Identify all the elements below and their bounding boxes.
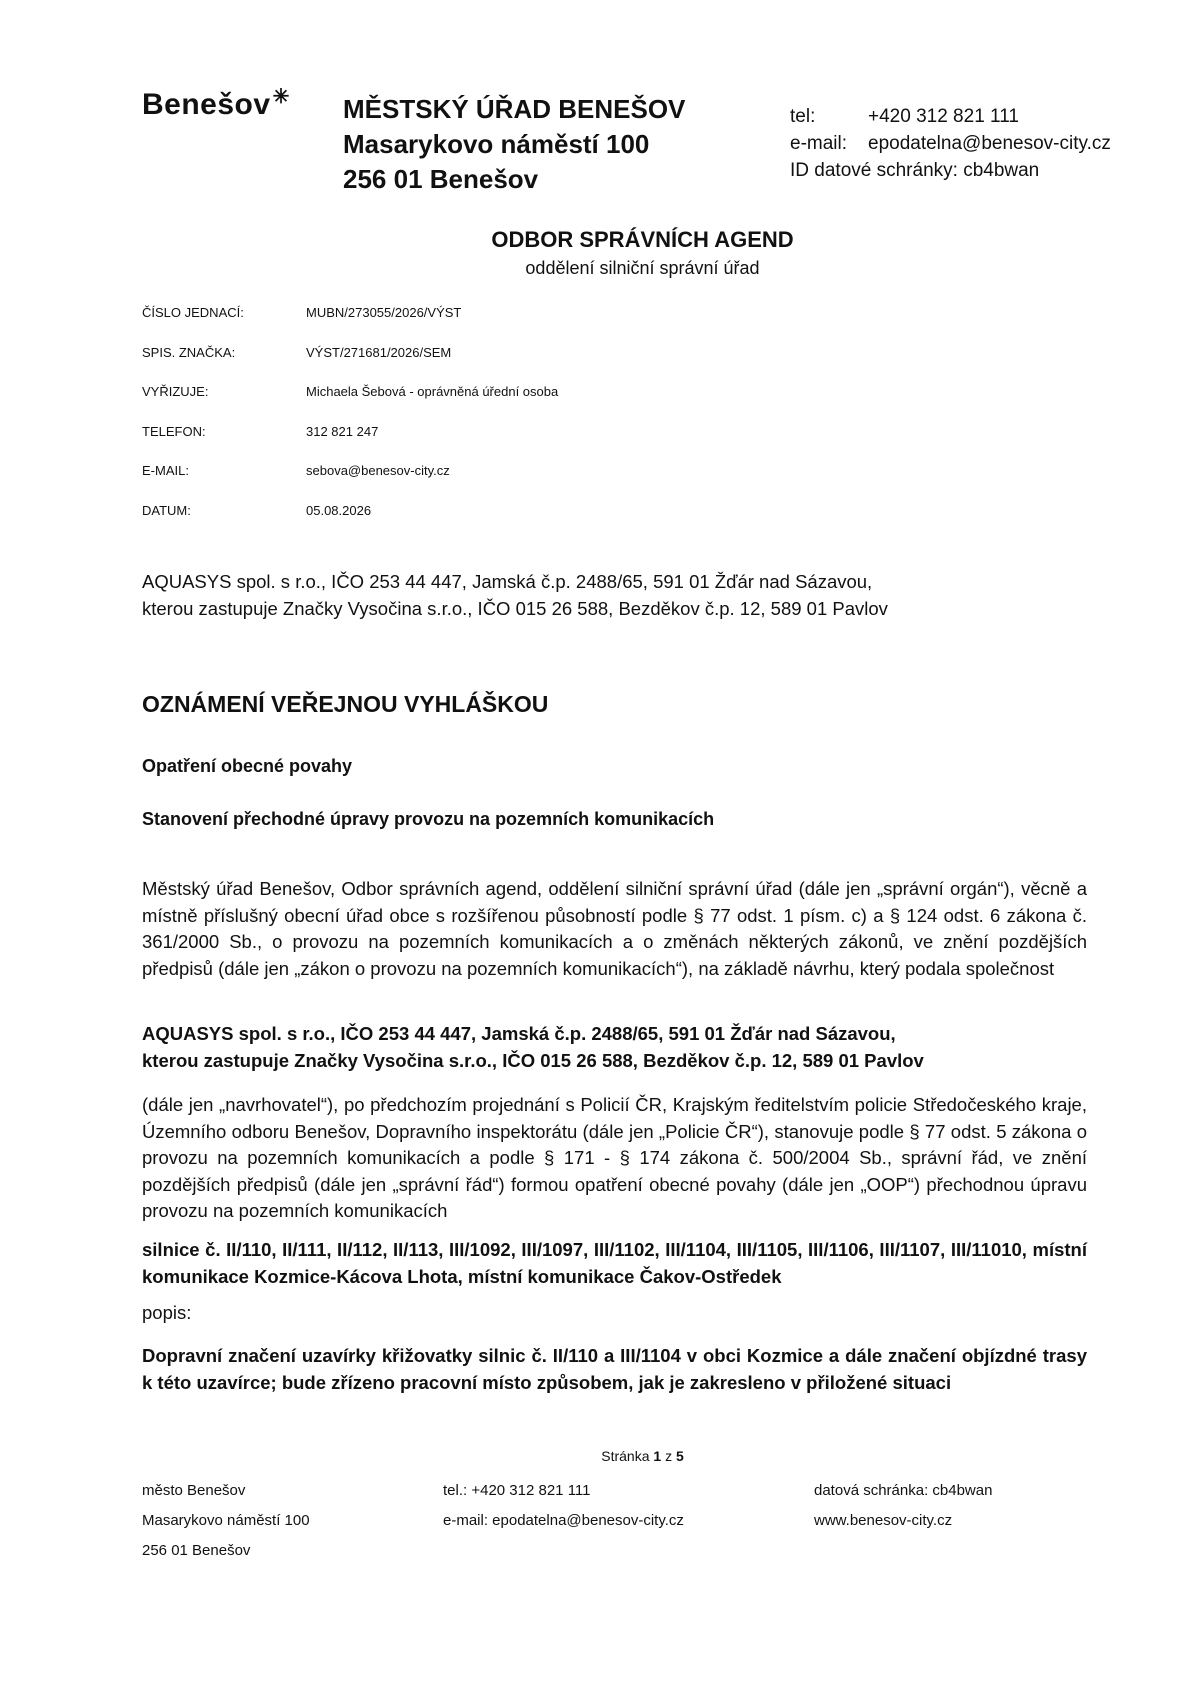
meta-label: TELEFON: [142,423,206,439]
footer-line: 256 01 Benešov [142,1542,251,1559]
footer-line: Masarykovo náměstí 100 [142,1512,310,1529]
meta-row [142,384,558,424]
meta-label: VYŘIZUJE: [142,384,209,399]
office-street: Masarykovo náměstí 100 [343,129,650,159]
contact-email [790,130,1111,157]
office-address [343,92,685,197]
email-label: e-mail: [790,133,848,154]
subheading-oop: Opatření obecné povahy [142,756,353,776]
department [0,225,1191,281]
contact-databox: ID datové schránky: cb4bwan [790,160,1040,181]
description-paragraph: Dopravní značení uzavírky křižovatky silnic č. II/110 a III/1104 v obci Kozmice a dále značení objízdné trasy k této uzavírce; bude zřízeno pracovní místo způsobem, jak je zakresleno v přiložené situaci [142,1345,1087,1393]
applicant-line: AQUASYS spol. s r.o., IČO 253 44 447, Jamská č.p. 2488/65, 591 01 Žďár nad Sázavou, [142,1023,896,1044]
intro-paragraph: Městský úřad Benešov, Odbor správních agend, oddělení silniční správní úřad (dále jen „správní orgán“), věcně a místně příslušný obecní úřad obce s rozšířenou působností podle § 77 odst. 1 písm. c) a § 124 odst. 6 zákona č. 361/2000 Sb., o provozu na pozemních komunikacích a o změnách některých zákonů, ve znění pozdějších předpisů (dále jen „zákon o provozu na pozemních komunikacích“), na základě návrhu, který podala společnost [142,878,1087,979]
meta-label: ČÍSLO JEDNACÍ: [142,305,244,320]
star-icon: ✳ [272,86,290,108]
contact-tel [790,103,1111,130]
footer-line: www.benesov-city.cz [814,1512,953,1529]
meta-value: Michaela Šebová - oprávněná úřední osoba [306,384,559,399]
meta-row [142,424,558,464]
footer-web [814,1476,992,1536]
meta-row [142,463,558,503]
page-total: 5 [675,1448,684,1464]
office-city: 256 01 Benešov [343,164,539,194]
meta-value: sebova@benesov-city.cz [306,463,450,478]
page-sep: z [665,1448,673,1464]
decision-paragraph: (dále jen „navrhovatel“), po předchozím projednání s Policií ČR, Krajským ředitelstvím policie Středočeského kraje, Územního odboru Benešov, Dopravního inspektorátu (dále jen „Policie ČR“), stanovuje podle § 77 odst. 5 zákona o provozu na pozemních komunikacích a podle § 171 - § 174 zákona č. 500/2004 Sb., správní řád, ve znění pozdějších předpisů (dále jen „správní řád“) formou opatření obecné povahy (dále jen „OOP“) přechodnou úpravu provozu na pozemních komunikacích [142,1094,1087,1221]
meta-label: SPIS. ZNAČKA: [142,344,236,360]
meta-row [142,345,558,385]
page-number [0,1448,1191,1464]
popis-label: popis: [142,1302,192,1323]
meta-row [142,503,558,543]
department-subtitle: oddělení silniční správní úřad [525,258,760,278]
subheading-stanoveni: Stanovení přechodné úpravy provozu na pozemních komunikacích [142,809,715,829]
page-prefix: Stránka [601,1448,650,1464]
recipient-address [142,568,888,622]
applicant-block [142,1021,1087,1074]
meta-label: E-MAIL: [142,463,189,478]
recipient-line: kterou zastupuje Značky Vysočina s.r.o., IČO 015 26 588, Bezděkov č.p. 12, 589 01 Pavlov [142,598,888,619]
meta-row [142,305,558,345]
office-contact [790,103,1111,184]
footer-address [142,1476,310,1566]
footer-contact [443,1476,684,1536]
reference-table [142,305,558,542]
roads-list: silnice č. II/110, II/111, II/112, II/113, III/1092, III/1097, III/1102, III/1104, III/1105, III/1106, III/1107, III/11010, místní komunikace Kozmice-Kácova Lhota, místní komunikace Čakov-Ostředek [142,1239,1087,1287]
benesov-logo [142,88,290,122]
meta-value: 312 821 247 [306,423,379,439]
footer-line: tel.: +420 312 821 111 [443,1482,591,1499]
footer-line: město Benešov [142,1482,246,1499]
meta-value: VÝST/271681/2026/SEM [306,344,452,360]
email-value: epodatelna@benesov-city.cz [868,133,1111,154]
applicant-line: kterou zastupuje Značky Vysočina s.r.o., IČO 015 26 588, Bezděkov č.p. 12, 589 01 Pavlov [142,1049,924,1071]
document-heading: OZNÁMENÍ VEŘEJNOU VYHLÁŠKOU [142,691,549,717]
footer-line: datová schránka: cb4bwan [814,1482,993,1499]
page-current: 1 [653,1448,662,1464]
tel-value: +420 312 821 111 [868,106,1019,127]
logo-text: Benešov [142,88,271,121]
office-name: MĚSTSKÝ ÚŘAD BENEŠOV [343,94,686,124]
recipient-line: AQUASYS spol. s r.o., IČO 253 44 447, Jamská č.p. 2488/65, 591 01 Žďár nad Sázavou, [142,571,873,592]
footer-line: e-mail: epodatelna@benesov-city.cz [443,1512,684,1529]
department-title: ODBOR SPRÁVNÍCH AGEND [491,227,794,252]
tel-label: tel: [790,106,816,127]
meta-label: DATUM: [142,502,191,518]
meta-value: 05.08.2026 [306,502,372,518]
meta-value: MUBN/273055/2026/VÝST [306,305,462,320]
